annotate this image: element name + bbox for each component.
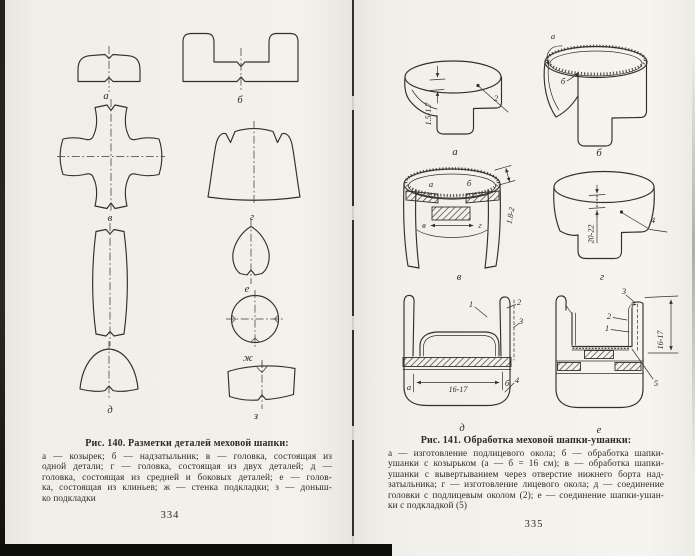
fig140-shape-lining-wall-band xyxy=(228,360,295,422)
fig140-shape-cross xyxy=(57,99,165,224)
fig140-shape-two-part-crown xyxy=(208,121,300,223)
fig141-diagram-e xyxy=(556,286,678,436)
fig140-shape-middle-strip xyxy=(93,223,128,346)
page-number-left: 334 xyxy=(160,510,180,521)
fig140-label-v: в xyxy=(107,213,113,224)
fig141-d-callout-2: 2 xyxy=(516,297,522,307)
fig141-caption-title: Рис. 141. Обработка меховой шапки-ушанки: xyxy=(420,435,632,446)
fig141-g-dim-label: 20-22 xyxy=(586,224,596,244)
fig141-label-d: д xyxy=(459,423,465,434)
fig141-diagram-b xyxy=(544,31,647,159)
fig141-d-mark-b: б xyxy=(504,378,510,388)
fig141-label-v: в xyxy=(456,272,462,283)
fig140-label-g: г xyxy=(249,212,255,223)
fig140-label-b: б xyxy=(237,95,243,106)
fig141-g-callout-4: 4 xyxy=(650,215,656,225)
fig141-d-callout-3: 3 xyxy=(518,316,524,326)
fig140-shape-nadzatylnik xyxy=(183,34,298,107)
fig141-label-a: а xyxy=(452,147,458,158)
fig141-e-callout-1: 1 xyxy=(604,323,610,333)
scan-edge-bottom xyxy=(0,544,392,556)
fig141-a-dim-label: 1.5-1.7 xyxy=(424,102,433,126)
fig141-label-b: б xyxy=(596,148,602,159)
page-number-right: 335 xyxy=(524,519,544,530)
fig141-e-dim-label: 16-17 xyxy=(656,330,665,350)
fig141-e-callout-2: 2 xyxy=(606,311,612,321)
fig141-diagram-g xyxy=(554,172,667,284)
fig141-v-rim-b: б xyxy=(466,178,472,188)
fig141-d-mark-a: а xyxy=(406,382,412,392)
fig141-e-callout-5: 5 xyxy=(653,378,659,388)
fig140-shape-wedge-crown xyxy=(233,219,269,295)
fig140-legend-line: ка, состоящая из клиньев; ж — стенка подкладки; з — доныш- xyxy=(42,483,332,494)
fig140-caption xyxy=(42,438,332,504)
fig140-shape-side-dome xyxy=(80,341,138,416)
fig141-a-callout-2: 2 xyxy=(493,93,499,103)
fig141-legend-line: ки с подкладкой (5) xyxy=(388,501,468,512)
fig141-legend-line: ушанки с вывертыванием через отверстие нижнего борта над- xyxy=(388,469,664,480)
fig141-v-rim-a: а xyxy=(428,179,434,189)
fig141-label-g: г xyxy=(599,272,605,283)
fig141-legend-line: ушанки с козырьком (а — б = 16 см); в — обработка шапки- xyxy=(388,459,664,470)
fig140-shape-lining-bottom-circle xyxy=(226,290,284,364)
fig141-legend-line: затыльника; г — изготовление лицевого окола; д — соединение xyxy=(388,480,664,491)
fig141-diagram-d xyxy=(403,295,523,434)
fig141-v-dim-label: 1.8-2 xyxy=(504,206,517,225)
fig141-diagram-v xyxy=(404,166,517,284)
fig141-label-e: е xyxy=(596,425,602,436)
fig140-caption-title: Рис. 140. Разметки деталей меховой шапки: xyxy=(85,438,289,449)
fig140-legend-line: головка, состоящая из средней и боковых деталей; е — голов- xyxy=(42,472,332,483)
fig141-diagram-a xyxy=(405,61,508,158)
fig141-legend-line: а — изготовление подлицевого окола; б — обработка шапки- xyxy=(388,449,664,459)
fig140-label-zh: ж xyxy=(243,353,253,364)
fig141-e-callout-3: 3 xyxy=(621,286,627,296)
fig140-label-z: з xyxy=(253,411,259,422)
fig141-v-span-g: г xyxy=(478,220,482,230)
fig140-label-e: е xyxy=(244,284,250,295)
fig140-shape-visor xyxy=(78,46,140,102)
scan-edge-left xyxy=(0,0,5,556)
fig141-d-dim-label: 16-17 xyxy=(448,385,468,394)
fig140-legend-line: а — козырек; б — надзатыльник; в — головка, состоящая из xyxy=(42,452,332,462)
fig141-d-callout-4: 4 xyxy=(514,375,520,385)
fig141-legend-line: головки с подлицевым околом (2); е — соединение шапки-ушан- xyxy=(388,490,664,501)
fig140-legend-line: ко подкладки xyxy=(42,493,96,504)
fig141-b-arrow-a: а xyxy=(550,31,556,41)
fig141-caption xyxy=(388,435,664,511)
fig141-b-arrow-b: б xyxy=(560,76,566,86)
page-gutter-line xyxy=(352,0,354,556)
fig140-label-d: д xyxy=(107,405,113,416)
fig141-d-callout-1: 1 xyxy=(468,299,474,309)
fig140-label-a: а xyxy=(103,91,109,102)
fig140-legend-line: одной детали; г — головка, состоящая из двух деталей; д — xyxy=(42,462,332,473)
fig141-v-span-v: в xyxy=(422,220,426,230)
